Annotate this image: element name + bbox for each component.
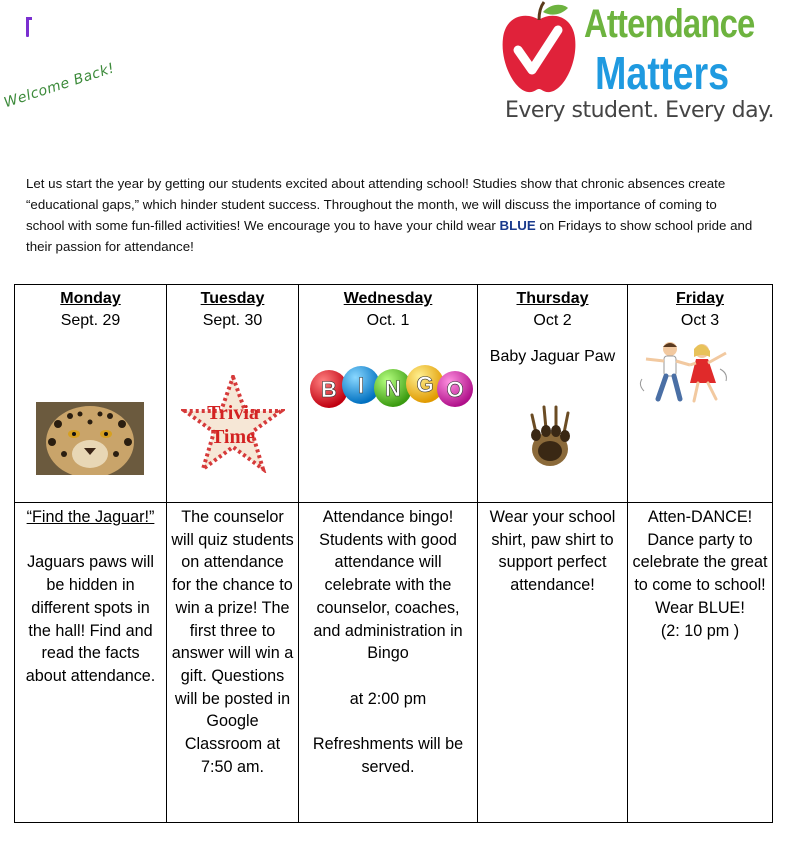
logo-line-attendance: Attendance	[584, 2, 755, 46]
day-cell-friday	[628, 285, 773, 503]
activity-time: at 2:00 pm	[349, 689, 427, 708]
activity-wednesday	[299, 503, 478, 823]
day-cell-tuesday	[167, 285, 299, 503]
activity-note: Refreshments will be served.	[312, 735, 464, 776]
day-date: Sept. 30	[202, 312, 263, 329]
intro-text-part2: on Fridays to show school pride and their passion for attendance!	[26, 218, 753, 254]
apple-icon	[500, 0, 578, 96]
activity-monday	[15, 503, 167, 823]
activity-title: Atten-DANCE!	[647, 508, 753, 526]
intro-text-part1: Let us start the year by getting our students excited about attending school! Studies show that chronic absences create “educational gaps,” which hinder student success. Throughout the month, we will discuss the importance of coming to school with some fun-filled activities! We encourage you to have your child wear	[26, 176, 726, 233]
bingo-letter: N	[385, 376, 401, 401]
activity-text: The counselor will quiz students on attendance for the chance to win a prize! The first three to answer will win a gift. Questions will be posted in Google Classroom at 7:50 am.	[171, 508, 294, 776]
bingo-letter: O	[446, 377, 464, 402]
day-cell-monday	[15, 285, 167, 503]
calendar-activity-row	[15, 503, 773, 823]
attendance-matters-logo	[500, 0, 774, 135]
bingo-letter: B	[321, 377, 337, 402]
activity-calendar	[14, 284, 773, 823]
day-name: Tuesday	[200, 290, 265, 307]
day-date: Oct 3	[680, 312, 720, 329]
calendar-header-row	[15, 285, 773, 503]
activity-text: Attendance bingo! Students with good attendance will celebrate with the counselor, coaches, and administration in Bingo	[313, 508, 463, 663]
day-date: Oct 2	[533, 312, 572, 329]
activity-text: Jaguars paws will be hidden in different spots in the hall! Find and read the facts about attendance.	[25, 553, 156, 685]
intro-highlight-blue: BLUE	[499, 218, 536, 233]
activity-friday	[628, 503, 773, 823]
day-name: Thursday	[516, 290, 589, 307]
intro-paragraph	[26, 173, 756, 257]
logo-tagline: Every student. Every day.	[505, 98, 774, 123]
activity-tuesday	[167, 503, 299, 823]
bingo-balls-image	[309, 361, 475, 411]
bingo-letter: I	[357, 373, 365, 398]
day-name: Wednesday	[343, 290, 433, 307]
activity-time: (2: 10 pm )	[660, 621, 740, 640]
trivia-time-star-image	[181, 375, 285, 473]
day-name: Friday	[675, 290, 724, 307]
jaguar-paw-image	[524, 405, 580, 471]
day-name: Monday	[60, 290, 121, 307]
day-cell-thursday	[478, 285, 628, 503]
logo-line-matters: Matters	[595, 47, 730, 99]
day-date: Sept. 29	[60, 312, 121, 329]
jaguar-face-image	[36, 402, 144, 475]
activity-title: “Find the Jaguar!”	[26, 508, 155, 526]
activity-thursday	[478, 503, 628, 823]
welcome-back-text: Welcome Back!	[2, 60, 117, 112]
cursor-mark	[26, 17, 29, 37]
trivia-word: Trivia	[207, 402, 259, 424]
time-word: Time	[210, 426, 256, 448]
activity-text: Dance party to celebrate the great to come to school! Wear BLUE!	[632, 530, 768, 617]
dancing-couple-image	[636, 339, 736, 409]
day-date: Oct. 1	[366, 312, 410, 329]
activity-text: Wear your school shirt, paw shirt to support perfect attendance!	[489, 508, 616, 595]
day-cell-wednesday	[299, 285, 478, 503]
bingo-letter: G	[416, 372, 434, 397]
baby-jaguar-paw-caption: Baby Jaguar Paw	[489, 348, 616, 365]
